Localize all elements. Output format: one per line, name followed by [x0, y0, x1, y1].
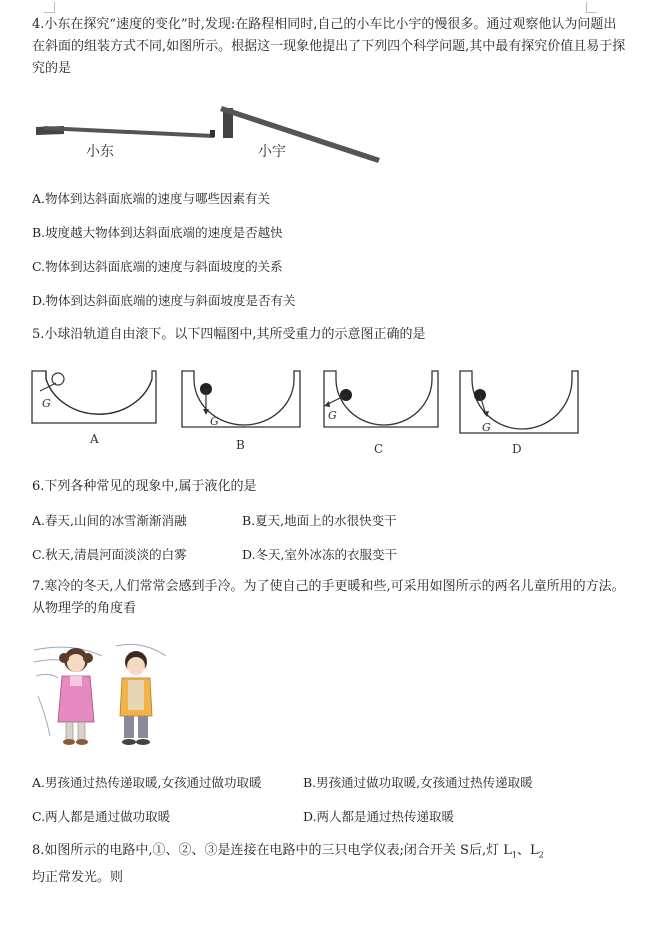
panel-a-force-label: G: [42, 397, 51, 410]
q6-option-b[interactable]: B.夏天,地面上的水很快变干: [242, 513, 397, 528]
lamp-l2-subscript: 2: [538, 850, 544, 860]
question-7-stem: 7.寒冷的冬天,人们常常会感到手冷。为了使自己的手更暖和些,可采用如图所示的两名儿童所用的方法。从物理学的角度看: [32, 579, 625, 616]
panel-b-force-label: G: [210, 415, 219, 428]
q6-option-c[interactable]: C.秋天,清晨河面淡淡的白雾: [32, 547, 187, 562]
panel-c: [324, 371, 438, 456]
q6-option-d[interactable]: D.冬天,室外冰冻的衣服变干: [242, 547, 398, 562]
q4-option-c[interactable]: C.物体到达斜面底端的速度与斜面坡度的关系: [32, 259, 283, 274]
crop-mark-right: [586, 2, 597, 13]
question-4-stem: 4.小东在探究“速度的变化”时,发现:在路程相同时,自己的小车比小宇的慢很多。通过观察他认为问题出在斜面的组装方式不同,如图所示。根据这一现象他提出了下列四个科学问题,其中最有探究价值且易于探究的是: [32, 17, 626, 76]
q4-option-d[interactable]: D.物体到达斜面底端的速度与斜面坡度是否有关: [32, 293, 296, 308]
girl-illustration: [58, 648, 94, 745]
question-5-stem: 5.小球沿轨道自由滚下。以下四幅图中,其所受重力的示意图正确的是: [32, 327, 426, 342]
q6-option-a[interactable]: A.春天,山间的冰雪渐渐消融: [32, 513, 187, 528]
q7-option-d[interactable]: D.两人都是通过热传递取暖: [303, 809, 455, 824]
q4-option-a[interactable]: A.物体到达斜面底端的速度与哪些因素有关: [32, 191, 271, 206]
panel-a-label: A: [90, 432, 99, 446]
q4-option-b[interactable]: B.坡度越大物体到达斜面底端的速度是否越快: [32, 225, 283, 240]
panel-d-label: D: [512, 442, 522, 456]
fig-label-xiaoyu: 小宇: [258, 144, 286, 160]
q7-option-c[interactable]: C.两人都是通过做功取暖: [32, 809, 171, 824]
q5-track-figures: [28, 365, 588, 460]
panel-b: [182, 371, 300, 452]
boy-illustration: [120, 651, 152, 745]
panel-d-force-label: G: [482, 421, 491, 434]
q7-children-figure: [32, 636, 182, 756]
panel-b-label: B: [236, 438, 245, 452]
lamp-l1-subscript: 1: [511, 850, 517, 860]
crop-mark-left: [44, 2, 55, 13]
panel-c-force-label: G: [328, 409, 337, 422]
question-6-stem: 6.下列各种常见的现象中,属于液化的是: [32, 479, 257, 494]
panel-a: [32, 371, 156, 446]
fig-label-xiaodong: 小东: [86, 144, 114, 160]
panel-d: [460, 371, 578, 456]
panel-c-label: C: [374, 442, 384, 456]
question-8-stem: 8.如图所示的电路中,①、②、③是连接在电路中的三只电学仪表;闭合开关 S后,灯 $L_1$、$L_2$ 均正常发光。则: [32, 843, 544, 885]
q7-option-a[interactable]: A.男孩通过热传递取暖,女孩通过做功取暖: [32, 775, 262, 790]
q7-option-b[interactable]: B.男孩通过做功取暖,女孩通过热传递取暖: [303, 775, 533, 790]
q4-inclined-planes-figure: [30, 100, 390, 170]
